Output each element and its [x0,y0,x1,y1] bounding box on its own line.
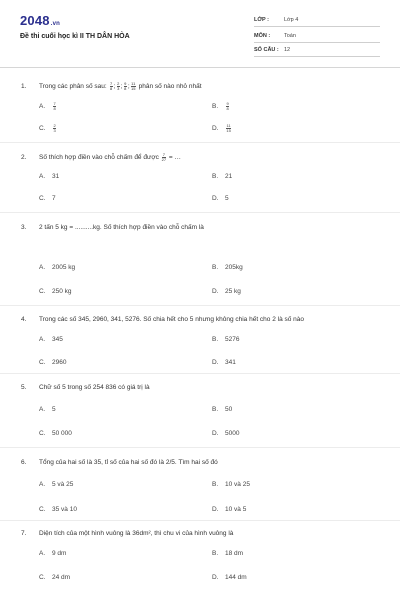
numerator: 9 [124,81,127,86]
numerator: 2 [53,123,56,128]
question-stem [21,384,150,391]
option-letter: D. [212,125,219,133]
answer-option-a[interactable] [39,550,66,557]
option-letter: D. [212,195,219,202]
option-text: 10 và 5 [225,506,247,513]
question-separator [0,373,400,374]
question-number: 5. [21,384,27,391]
denominator: 3 [117,86,120,91]
option-text: 24 dm [52,574,71,581]
option-letter: A. [39,336,46,343]
option-text: 31 [52,173,60,180]
option-letter: C. [39,195,46,202]
question-separator [0,212,400,213]
answer-option-d[interactable] [212,288,241,295]
answer-option-a[interactable] [39,481,73,488]
question-text: Tổng của hai số là 35, tỉ số của hai số đó là 2/5. Tìm hai số đó [39,459,218,466]
fraction [53,102,56,111]
option-text: 50 [225,406,233,413]
fraction [162,153,166,162]
numerator: 2 [117,81,120,86]
denominator: 8 [53,106,56,111]
option-letter: C. [39,574,46,581]
denominator: 8 [124,86,127,91]
answer-option-c[interactable] [39,506,77,513]
answer-option-d[interactable] [212,574,247,581]
fraction [226,102,229,111]
option-letter: B. [212,406,219,413]
option-letter: D. [212,359,219,366]
site-logo[interactable]: 2048.vn [20,13,61,28]
question-text: Trong các số 345, 2960, 341, 5276. Số chia hết cho 5 nhưng không chia hết cho 2 là số nào [39,316,305,323]
option-text: 144 dm [225,574,247,581]
answer-option-d[interactable] [212,506,246,513]
denominator: 8 [110,86,113,91]
question-stem [21,459,218,466]
option-letter: B. [212,264,219,271]
answer-option-c[interactable] [39,574,70,581]
question-stem [21,153,181,162]
answer-option-a[interactable] [39,406,56,413]
answer-option-b[interactable] [212,264,243,271]
question-number: 6. [21,459,27,466]
fraction [124,82,127,91]
fraction [117,82,120,91]
numerator: 7 [53,101,56,106]
answer-option-a[interactable] [39,173,59,180]
option-letter: C. [39,125,46,133]
option-text: 5000 [225,430,240,437]
option-text: 5 [52,406,56,413]
fraction [110,82,113,91]
question-number: 4. [21,316,27,323]
meta-class: LỚP : Lớp 4 [254,14,380,27]
numerator: 11 [131,81,136,86]
numerator: 9 [226,101,229,106]
answer-option-d[interactable] [212,430,239,437]
answer-option-b[interactable] [212,102,230,111]
option-letter: A. [39,103,46,111]
exam-title: Đề thi cuối học kì II TH DÂN HÒA [20,33,130,40]
fraction [131,82,136,91]
option-letter: A. [39,550,46,557]
option-text: 9 dm [52,550,67,557]
option-letter: D. [212,574,219,581]
header-divider [0,67,400,68]
denominator: 3 [53,128,56,133]
option-text: 7 [52,195,56,202]
option-text: 2005 kg [52,264,76,271]
option-letter: B. [212,481,219,488]
meta-subject: MÔN : Toán [254,30,380,43]
fraction [226,124,231,133]
option-text: 205kg [225,264,243,271]
question-number: 3. [21,224,27,231]
option-letter: D. [212,288,219,295]
numerator: 11 [226,123,231,128]
question-separator [0,520,400,521]
answer-option-d[interactable] [212,195,229,202]
answer-option-a[interactable] [39,264,75,271]
option-text: 35 và 10 [52,506,77,513]
question-text: Số thích hợp điền vào chỗ chấm để được [39,154,159,162]
answer-option-c[interactable] [39,359,66,366]
option-letter: A. [39,264,46,271]
answer-option-b[interactable] [212,406,232,413]
numerator: 7 [110,81,113,86]
question-separator [0,447,400,448]
option-text: 5276 [225,336,240,343]
option-letter: C. [39,430,46,437]
option-text: 5 và 25 [52,481,74,488]
answer-option-b[interactable] [212,481,250,488]
answer-option-a[interactable] [39,102,57,111]
option-letter: B. [212,550,219,557]
answer-option-d[interactable] [212,359,236,366]
option-letter: B. [212,336,219,343]
option-letter: B. [212,173,219,180]
option-letter: C. [39,288,46,295]
option-text: 10 và 25 [225,481,250,488]
question-separator [0,142,400,143]
option-text: 250 kg [52,288,72,295]
option-letter: D. [212,506,219,513]
answer-option-b[interactable] [212,173,232,180]
question-stem: 1. Trong các phân số sau: $\frac{7}{8}$ ; $\frac{2}{3}$ ; $\frac{9}{8}$ ; $\frac{11}{15}$ phân số nào nhỏ nhất [21,81,202,91]
answer-option-c[interactable] [39,124,57,133]
option-letter: A. [39,481,46,488]
question-number: 1. [21,83,27,91]
answer-option-b[interactable] [212,550,243,557]
question-text: Diện tích của một hình vuông là 36dm², thì chu vi của hình vuông là [39,530,234,537]
question-text: Trong các phân số sau: [39,83,107,91]
option-letter: A. [39,406,46,413]
option-letter: D. [212,430,219,437]
denominator: 8 [226,106,229,111]
option-letter: C. [39,359,46,366]
option-text: 345 [52,336,63,343]
option-text: 341 [225,359,236,366]
option-text: 2960 [52,359,67,366]
answer-option-c[interactable] [39,288,72,295]
option-letter: C. [39,506,46,513]
question-stem [21,316,304,323]
question-text: 2 tấn 5 kg = ..........kg. Số thích hợp điền vào chỗ chấm là [39,224,204,231]
question-separator [0,305,400,306]
answer-option-b[interactable] [212,336,239,343]
exam-header [0,0,400,66]
option-text: 5 [225,195,229,202]
question-text-end: = … [167,154,182,162]
numerator: 7 [162,152,165,157]
question-number: 2. [21,154,27,162]
question-text-end: phân số nào nhỏ nhất [136,83,202,91]
option-letter: B. [212,103,219,111]
option-text: 25 kg [225,288,241,295]
answer-option-c[interactable] [39,195,56,202]
option-letter: A. [39,173,46,180]
question-number: 7. [21,530,27,537]
answer-option-a[interactable] [39,336,63,343]
denominator: 15 [131,86,136,91]
denominator: 27 [161,157,167,162]
meta-question-count: SỐ CÂU : 12 [254,44,380,57]
option-text: 18 dm [225,550,244,557]
denominator: 15 [226,128,231,133]
question-stem [21,530,233,537]
option-text: 50 000 [52,430,72,437]
answer-option-d[interactable] [212,124,232,133]
question-stem [21,224,204,231]
fraction [53,124,56,133]
option-text: 21 [225,173,233,180]
question-text: Chữ số 5 trong số 254 836 có giá trị là [39,384,150,391]
answer-option-c[interactable] [39,430,72,437]
